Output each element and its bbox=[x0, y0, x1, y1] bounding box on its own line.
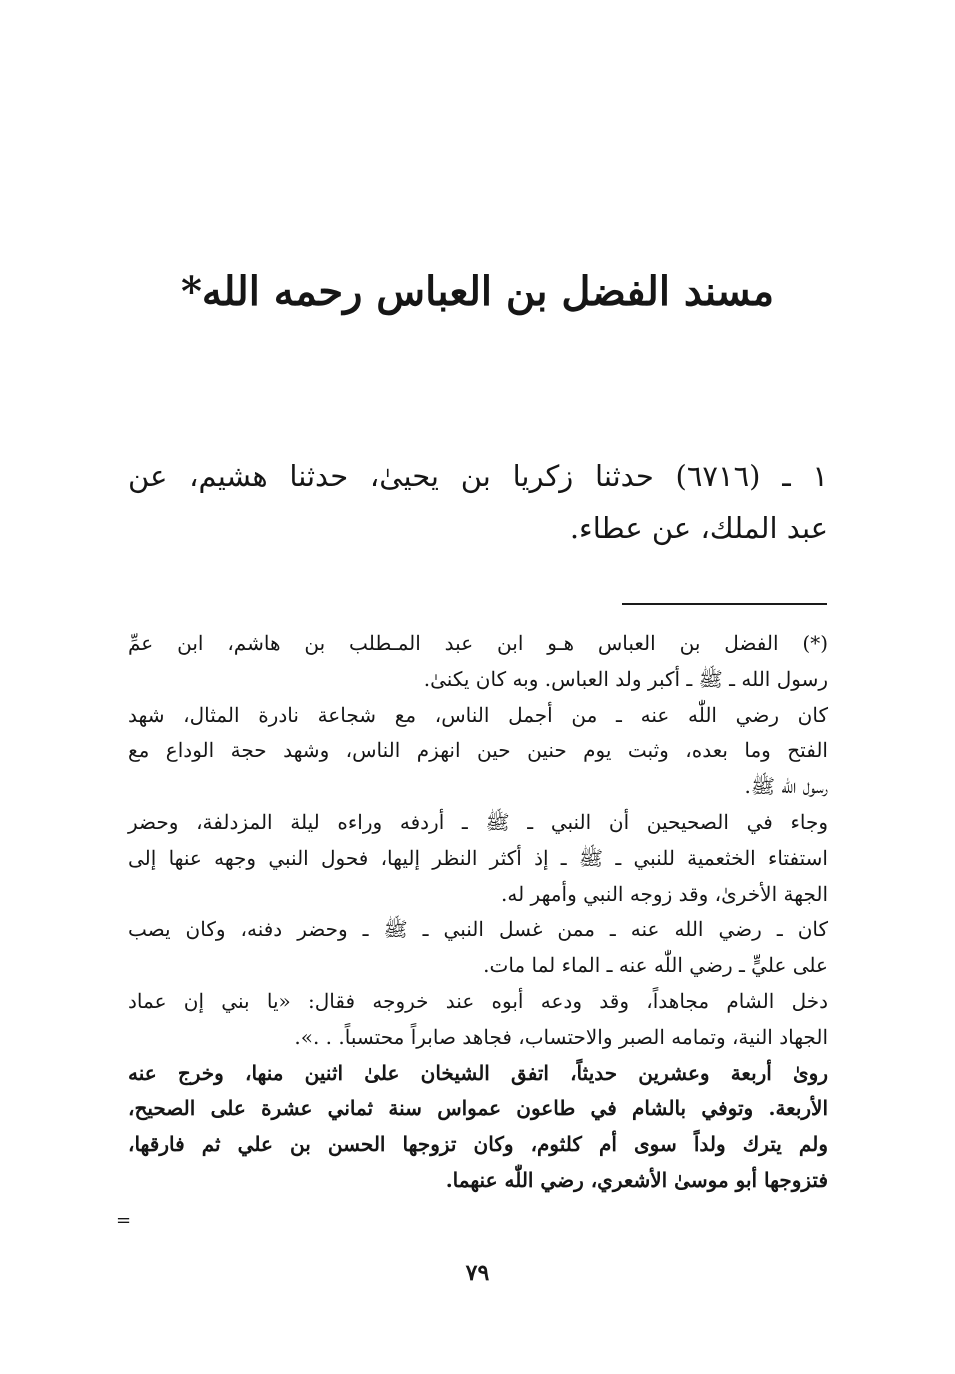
page-number: ٧٩ bbox=[465, 1260, 490, 1286]
footnote-line: استفتاء الخثعمية للنبي ـ ﷺ ـ إذ أكثر النظر إليها، فحول النبي وجهه عنها إلى bbox=[128, 845, 828, 870]
footnote-line: ولم يترك ولداً سوى أم كلثوم، وكان تزوجها الحسن بن علي ثم فارقها، bbox=[128, 1132, 828, 1157]
continuation-mark: = bbox=[116, 1210, 132, 1231]
footnote-line: الجهة الأخرىٰ، وقد زوجه النبي وأمهر له. bbox=[501, 881, 828, 906]
footnote-line: رسول الله ـ ﷺ ـ أكبر ولد العباس. وبه كان يكنىٰ. bbox=[423, 666, 828, 691]
hadith-line: عبد الملك، عن عطاء. bbox=[569, 511, 828, 545]
footnote-line: فتزوجها أبو موسىٰ الأشعري، رضي اللّٰه عنهما. bbox=[445, 1167, 828, 1192]
footnote-line: دخل الشام مجاهداً، وقد ودعه أبوه عند خروجه فقال: «يا بني إن عماد bbox=[128, 988, 828, 1013]
footnote bbox=[128, 626, 828, 1199]
footnote-line: الجهاد النية، وتمامه الصبر والاحتساب، فجاهد صابراً محتسباً. . .». bbox=[294, 1024, 828, 1049]
footnote-line: (*) الفضل بن العباس هـو ابن عبد المـطلب بن هاشم، ابن عمِّ bbox=[128, 631, 828, 655]
page-title: مسند الفضل بن العباس رحمه الله* bbox=[180, 268, 775, 315]
footnote-line: الفتح وما بعده، وثبت يوم حنين حين انهزم الناس، وشهد حجة الوداع مع bbox=[128, 738, 828, 763]
hadith-line: ١ ـ (٦٧١٦) حدثنا زكريا بن يحيىٰ، حدثنا هشيم، عن bbox=[128, 459, 828, 493]
footnote-line: وجاء في الصحيحين أن النبي ـ ﷺ ـ أردفه وراءه ليلة المزدلفة، وحضر bbox=[128, 809, 828, 834]
footnote-separator bbox=[622, 603, 827, 605]
footnote-line: كان ـ رضي الله عنه ـ ممن غسل النبي ـ ﷺ ـ وحضر دفنه، وكان يصب bbox=[128, 917, 828, 942]
footnote-line: الأربعة. وتوفي بالشام في طاعون عمواس سنة ثماني عشرة على الصحيح، bbox=[128, 1096, 828, 1121]
footnote-line: على عليٍّ ـ رضي اللّٰه عنه ـ الماء لما مات. bbox=[483, 953, 828, 978]
footnote-line: رسول اللّٰه ﷺ. bbox=[744, 774, 828, 799]
footnote-line: روىٰ أربعة وعشرين حديثاً، اتفق الشيخان علىٰ اثنين منها، وخرج عنه bbox=[128, 1060, 828, 1085]
hadith-text bbox=[128, 450, 828, 554]
footnote-line: كان رضي اللّٰه عنه ـ من أجمل الناس، مع شجاعة نادرة المثال، شهد bbox=[128, 702, 828, 727]
